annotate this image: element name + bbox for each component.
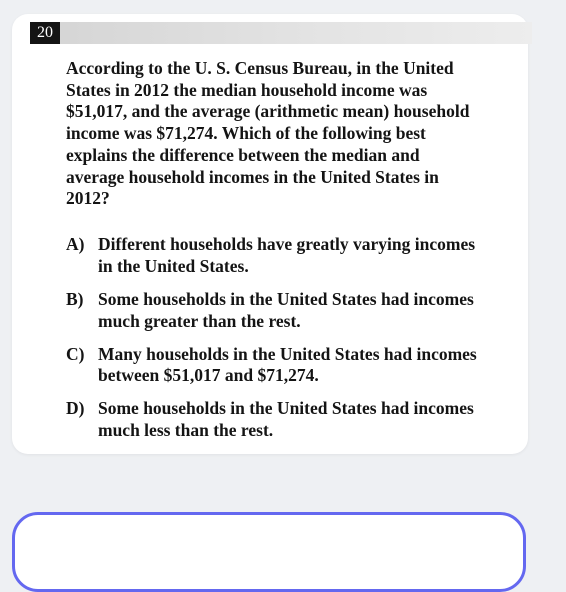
choice-text: Many households in the United States had incomes between $51,017 and $71,274. [98,343,477,386]
answer-input-box[interactable] [12,512,526,592]
choice-text: Some households in the United States had incomes much greater than the rest. [98,288,474,331]
choice-letter: C) [66,343,85,364]
question-text: According to the U. S. Census Bureau, in the United States in 2012 the median household income was $51,017, and the average (arithmetic mean) household income was $71,274. Which of the following best explains the difference between the median and average household incomes in the United States in 2012? [66,58,470,209]
question-number-badge: 20 [30,22,60,44]
question-header-bar [30,22,532,44]
choice-letter: A) [66,234,85,254]
choice-d[interactable] [66,398,518,441]
choice-letter: D) [66,398,85,419]
choice-text: Different households have greatly varying incomes in the United States. [98,234,476,276]
answer-choices [66,234,518,442]
choice-letter: B) [66,288,84,309]
choice-b[interactable] [66,289,518,332]
choice-a[interactable] [66,234,518,277]
choice-c[interactable] [66,344,518,387]
choice-text: Some households in the United States had incomes much less than the rest. [98,398,474,441]
